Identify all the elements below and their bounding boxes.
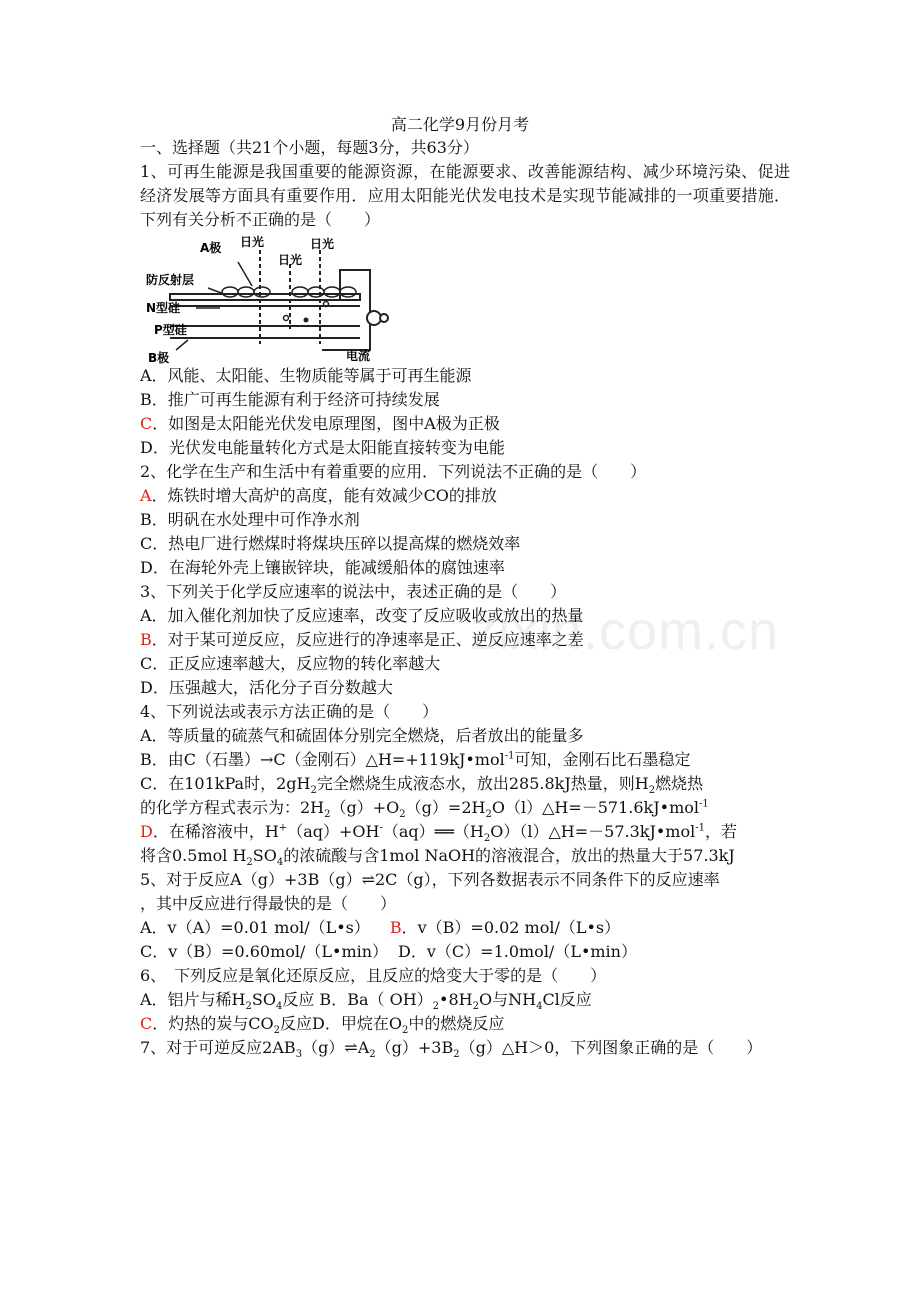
q7-t1: 7、对于可逆反应2AB bbox=[140, 1038, 296, 1057]
page-title: 高二化学9月份月考 bbox=[390, 115, 530, 134]
question-7-stem bbox=[140, 1036, 790, 1060]
q7-sub1: 3 bbox=[295, 1049, 303, 1061]
q6-a-sub5: 4 bbox=[536, 1001, 543, 1013]
q7-t3: （g）+3B bbox=[375, 1038, 454, 1057]
watermark: zixin.com.cn bbox=[470, 601, 780, 661]
q7-t2: （g）⇌A bbox=[302, 1038, 370, 1057]
question-5-stem-1: 5、对于反应A（g）+3B（g）⇌2C（g），下列各数据表示不同条件下的反应速率 bbox=[140, 870, 720, 889]
q6-c-t3: 中的燃烧反应 bbox=[408, 1014, 505, 1033]
q5-option-d: D．v（C）=1.0mol/（L•min） bbox=[398, 942, 637, 961]
q4-c-t2: 完全燃烧生成液态水，放出285.8kJ热量，则H bbox=[316, 774, 649, 793]
q1-answer-letter: C bbox=[140, 414, 153, 433]
q4-d-sub3: 4 bbox=[276, 857, 284, 869]
q4-c-t6: （g）=2H bbox=[405, 798, 486, 817]
q2-option-b: B．明矾在水处理中可作净水剂 bbox=[140, 510, 360, 529]
q6-c-t1: ．灼热的炭与CO bbox=[152, 1014, 274, 1033]
q1-option-c-text: ．如图是太阳能光伏发电原理图，图中A极为正极 bbox=[152, 414, 500, 433]
label-sun-3: 日光 bbox=[310, 237, 335, 251]
label-sun-1: 日光 bbox=[240, 235, 265, 249]
q6-answer-letter: C bbox=[140, 1014, 153, 1033]
q4-option-d-line1 bbox=[140, 820, 790, 844]
q4-c-sub4: 2 bbox=[399, 809, 406, 821]
q4-c-sup: -1 bbox=[699, 798, 709, 810]
label-n-silicon: N型硅 bbox=[146, 301, 181, 315]
q4-d-t8: 的浓硫酸与含1mol NaOH的溶液混合，放出的热量大于57.3kJ bbox=[283, 846, 735, 865]
q4-d-t1: ．在稀溶液中，H bbox=[152, 822, 279, 841]
question-6-stem: 6、 下列反应是氧化还原反应，且反应的焓变大于零的是（ ） bbox=[140, 966, 607, 985]
q4-d-sup3: -1 bbox=[695, 822, 705, 834]
q4-c-sub3: 2 bbox=[324, 809, 331, 821]
q4-c-t5: （g）+O bbox=[330, 798, 400, 817]
q4-d-sub2: 2 bbox=[246, 857, 253, 869]
q6-a-sub4: 2 bbox=[472, 1001, 479, 1013]
label-sun-2: 日光 bbox=[278, 253, 303, 267]
q5-answer-letter: B bbox=[389, 918, 402, 937]
q5-options-ab bbox=[140, 916, 790, 940]
q4-b-text-1: B．由C（石墨）→C（金刚石）△H=+119kJ•mol bbox=[140, 750, 505, 769]
q4-d-sup1: + bbox=[278, 822, 288, 834]
q3-option-b-text: ．对于某可逆反应，反应进行的净速率是正、逆反应速率之差 bbox=[151, 630, 584, 649]
q4-d-t5: ，若 bbox=[704, 822, 737, 841]
q6-c-sub1: 2 bbox=[273, 1025, 280, 1037]
q6-a-t3: 反应 B．Ba（ OH） bbox=[282, 990, 433, 1009]
a-pole-pointer bbox=[238, 262, 252, 286]
q6-c-t2: 反应D．甲烷在O bbox=[280, 1014, 402, 1033]
q4-option-d-line2 bbox=[140, 844, 790, 868]
q5-option-a: A．v（A）=0.01 mol/（L•s） bbox=[140, 918, 370, 937]
q4-option-c-line1 bbox=[140, 772, 790, 796]
electron-icon bbox=[304, 318, 309, 323]
q4-d-sub1: 2 bbox=[483, 833, 491, 845]
question-2-stem: 2、化学在生产和生活中有着重要的应用．下列说法不正确的是（ ） bbox=[140, 462, 647, 481]
q4-b-sup: -1 bbox=[504, 750, 515, 762]
question-3-stem: 3、下列关于化学反应速率的说法中，表述正确的是（ ） bbox=[140, 582, 567, 601]
q4-b-text-2: 可知，金刚石比石墨稳定 bbox=[514, 750, 691, 769]
q4-c-t7: O（l）△H=－571.6kJ•mol bbox=[491, 798, 700, 817]
q4-d-t7: SO bbox=[252, 846, 277, 865]
q4-c-sub5: 2 bbox=[485, 809, 492, 821]
question-4-stem: 4、下列说法或表示方法正确的是（ ） bbox=[140, 702, 439, 721]
solar-cell-diagram bbox=[140, 234, 400, 364]
label-b-pole: B极 bbox=[148, 351, 170, 364]
section-heading: 一、选择题（共21个小题，每题3分，共63分） bbox=[140, 138, 479, 157]
q7-sub2: 2 bbox=[369, 1049, 376, 1061]
q5-option-b: ．v（B）=0.02 mol/（L•s） bbox=[401, 918, 621, 937]
q7-sub3: 2 bbox=[453, 1049, 460, 1061]
q4-d-t6: 将含0.5mol H bbox=[140, 846, 247, 865]
q6-c-sub2: 2 bbox=[401, 1025, 409, 1037]
hole-icon bbox=[284, 316, 289, 321]
question-1-stem: 1、可再生能源是我国重要的能源资源，在能源要求、改善能源结构、减少环境污染、促进经济发展等方面具有重要作用．应用太阳能光伏发电技术是实现节能减排的一项重要措施．下列有关分析不正确的是（ ） bbox=[140, 162, 790, 229]
q4-d-sup2: - bbox=[379, 822, 383, 834]
q4-d-t2: （aq）+OH bbox=[287, 822, 380, 841]
q6-a-sub3: 2 bbox=[432, 1001, 440, 1013]
q2-answer-letter: A bbox=[140, 486, 152, 505]
q4-c-t1: C．在101kPa时，2gH bbox=[140, 774, 311, 793]
q2-option-d: D．在海轮外壳上镶嵌锌块，能减缓船体的腐蚀速率 bbox=[140, 558, 505, 577]
q3-option-c: C．正反应速率越大，反应物的转化率越大 bbox=[140, 654, 441, 673]
q6-a-t5: O与NH bbox=[478, 990, 537, 1009]
q4-c-t3: 燃烧热 bbox=[655, 774, 704, 793]
q2-option-a bbox=[140, 484, 790, 508]
q3-option-a: A．加入催化剂加快了反应速率，改变了反应吸收或放出的热量 bbox=[140, 606, 584, 625]
q4-d-t4: O）（l）△H=－57.3kJ•mol bbox=[490, 822, 696, 841]
q4-c-sub2: 2 bbox=[648, 785, 656, 797]
exam-content bbox=[140, 136, 790, 1060]
circuit-wire-top bbox=[340, 270, 370, 314]
q6-a-sub2: 4 bbox=[275, 1001, 283, 1013]
label-p-silicon: P型硅 bbox=[154, 323, 187, 337]
q4-c-t4: 的化学方程式表示为：2H bbox=[140, 798, 325, 817]
q6-a-t6: Cl反应 bbox=[542, 990, 592, 1009]
q2-option-a-text: ．炼铁时增大高炉的高度，能有效减少CO的排放 bbox=[151, 486, 497, 505]
q5-options-cd bbox=[140, 940, 790, 964]
label-a-pole: A极 bbox=[200, 241, 222, 255]
q4-option-a: A．等质量的硫蒸气和硫固体分别完全燃烧，后者放出的能量多 bbox=[140, 726, 584, 745]
q6-options-ab bbox=[140, 988, 790, 1012]
label-current: 电流 bbox=[346, 349, 371, 363]
q2-option-c: C．热电厂进行燃煤时将煤块压碎以提高煤的燃烧效率 bbox=[140, 534, 521, 553]
q6-a-t1: A．铝片与稀H bbox=[140, 990, 246, 1009]
q7-t4: （g）△H＞0，下列图象正确的是（ ） bbox=[459, 1038, 763, 1057]
q3-option-d: D．压强越大，活化分子百分数越大 bbox=[140, 678, 393, 697]
q6-options-cd bbox=[140, 1012, 790, 1036]
q6-a-sub1: 2 bbox=[245, 1001, 252, 1013]
b-pole-pointer bbox=[176, 340, 188, 350]
q4-d-t3: （aq）══（H bbox=[382, 822, 484, 841]
q4-option-c-line2 bbox=[140, 796, 790, 820]
hole-icon-2 bbox=[324, 302, 329, 307]
q6-a-t2: SO bbox=[251, 990, 276, 1009]
q1-option-a: A．风能、太阳能、生物质能等属于可再生能源 bbox=[140, 366, 472, 385]
q4-c-sub1: 2 bbox=[310, 785, 317, 797]
question-5-stem-2: ，其中反应进行得最快的是（ ） bbox=[140, 894, 397, 913]
label-anti-reflection: 防反射层 bbox=[146, 273, 195, 287]
q3-option-b bbox=[140, 628, 790, 652]
q4-option-b bbox=[140, 748, 790, 772]
bulb-base-icon bbox=[380, 314, 388, 322]
q1-option-d: D．光伏发电能量转化方式是太阳能直接转变为电能 bbox=[140, 438, 505, 457]
q1-option-b: B．推广可再生能源有利于经济可持续发展 bbox=[140, 390, 440, 409]
q4-answer-letter: D bbox=[140, 822, 153, 841]
q1-option-c bbox=[140, 412, 790, 436]
q6-a-t4: •8H bbox=[439, 990, 473, 1009]
bulb-icon bbox=[367, 311, 381, 325]
q3-answer-letter: B bbox=[140, 630, 152, 649]
q5-option-c: C．v（B）=0.60mol/（L•min） bbox=[140, 942, 389, 961]
